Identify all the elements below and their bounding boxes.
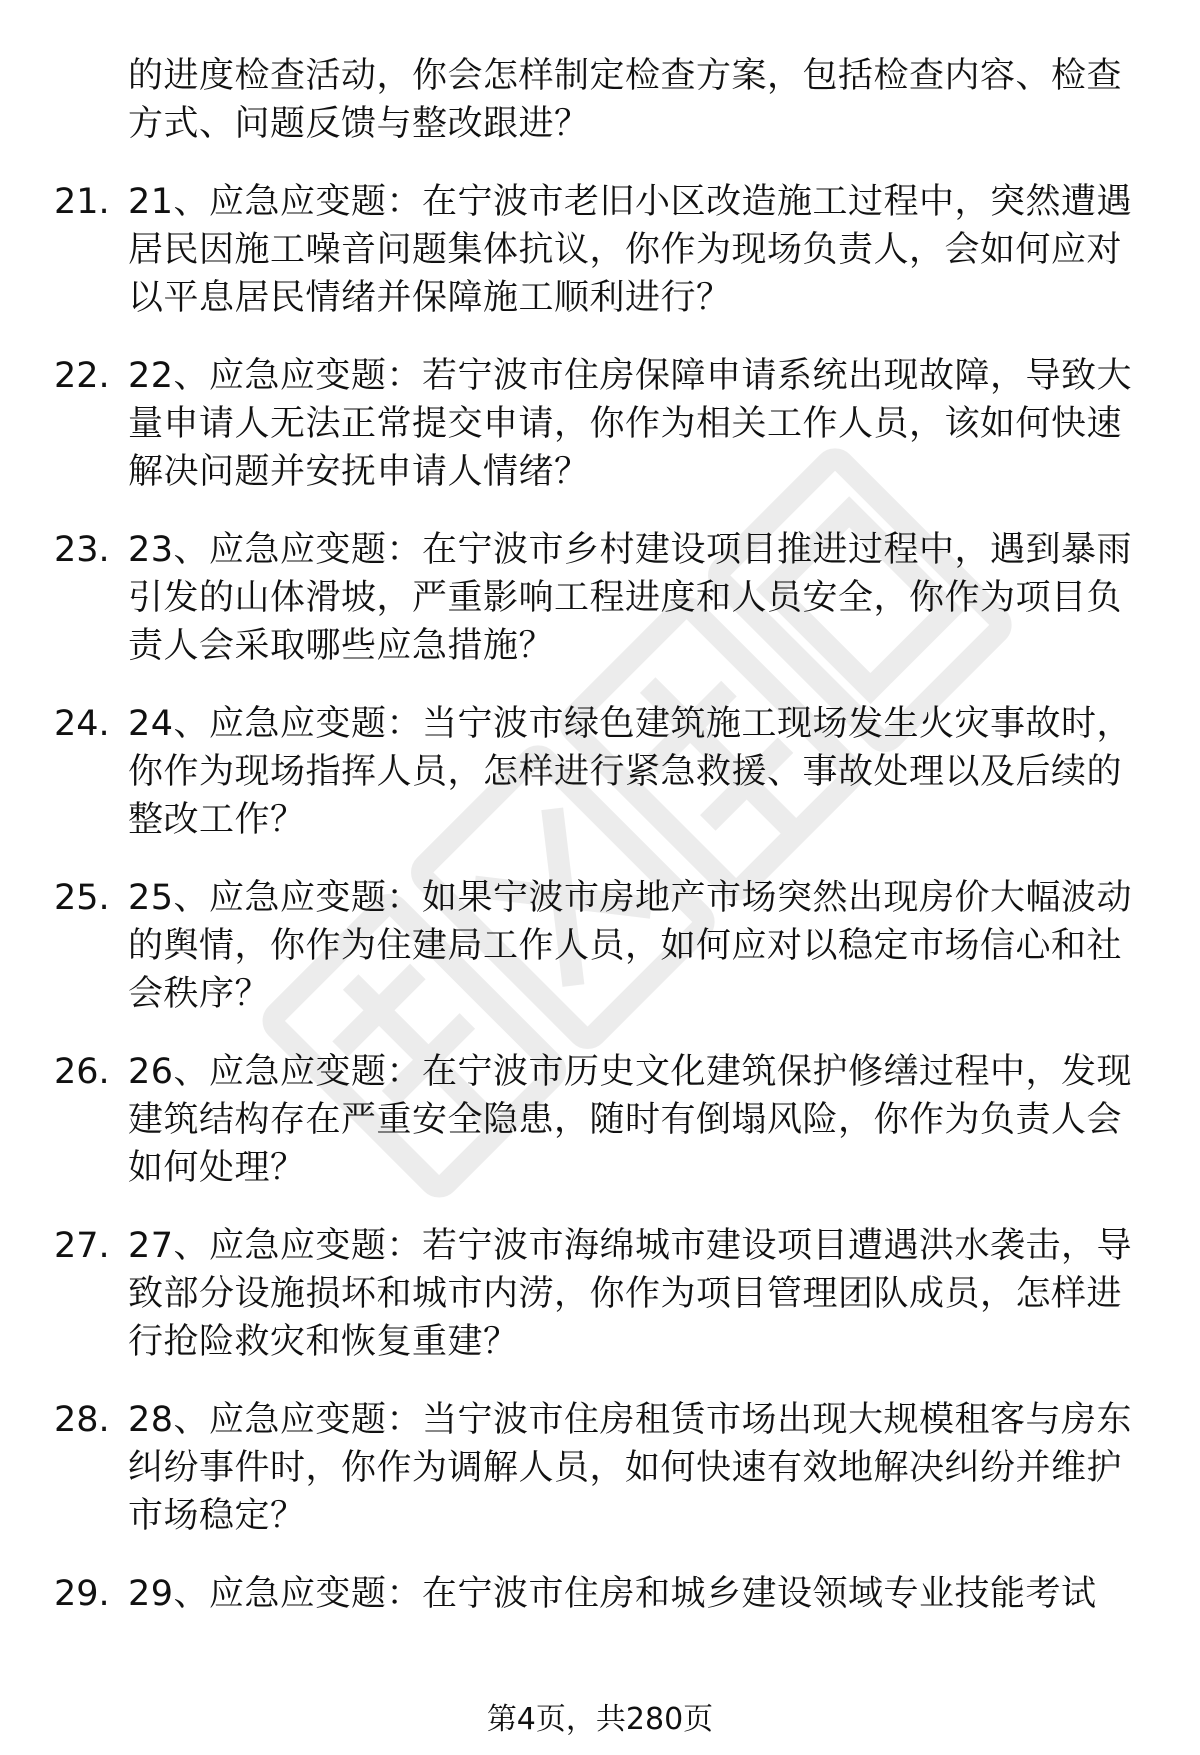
- continuation-line: 方式、问题反馈与整改跟进？: [128, 104, 590, 144]
- question-number: 28.: [54, 1400, 110, 1440]
- watermark-graphic: [180, 380, 1080, 1280]
- question-text-line: 引发的山体滑坡，严重影响工程进度和人员安全，你作为项目负: [128, 578, 1123, 618]
- question-text-line: 27、应急应变题：若宁波市海绵城市建设项目遭遇洪水袭击，导: [128, 1226, 1133, 1266]
- question-text-line: 23、应急应变题：在宁波市乡村建设项目推进过程中，遇到暴雨: [128, 530, 1133, 570]
- question-text-line: 28、应急应变题：当宁波市住房租赁市场出现大规模租客与房东: [128, 1400, 1133, 1440]
- question-number: 29.: [54, 1574, 110, 1614]
- question-text-line: 21、应急应变题：在宁波市老旧小区改造施工过程中，突然遭遇: [128, 182, 1133, 222]
- question-text-line: 责人会采取哪些应急措施？: [128, 626, 555, 666]
- question-text-line: 如何处理？: [128, 1148, 306, 1188]
- question-text-line: 量申请人无法正常提交申请，你作为相关工作人员，该如何快速: [128, 404, 1123, 444]
- question-text-line: 居民因施工噪音问题集体抗议，你作为现场负责人，会如何应对: [128, 230, 1123, 270]
- watermark: [180, 380, 1080, 1280]
- question-text-line: 行抢险救灾和恢复重建？: [128, 1322, 519, 1362]
- question-text-line: 26、应急应变题：在宁波市历史文化建筑保护修缮过程中，发现: [128, 1052, 1133, 1092]
- question-text-line: 纠纷事件时，你作为调解人员，如何快速有效地解决纠纷并维护: [128, 1448, 1123, 1488]
- question-text-line: 会秩序？: [128, 974, 271, 1014]
- question-number: 27.: [54, 1226, 110, 1266]
- question-text-line: 解决问题并安抚申请人情绪？: [128, 452, 590, 492]
- question-text-line: 29、应急应变题：在宁波市住房和城乡建设领域专业技能考试: [128, 1574, 1097, 1614]
- question-text-line: 你作为现场指挥人员，怎样进行紧急救援、事故处理以及后续的: [128, 752, 1123, 792]
- page-footer: 第4页，共280页: [486, 1702, 714, 1737]
- question-text-line: 整改工作？: [128, 800, 306, 840]
- question-number: 26.: [54, 1052, 110, 1092]
- question-text-line: 建筑结构存在严重安全隐患，随时有倒塌风险，你作为负责人会: [128, 1100, 1123, 1140]
- question-number: 25.: [54, 878, 110, 918]
- question-text-line: 致部分设施损坏和城市内涝，你作为项目管理团队成员，怎样进: [128, 1274, 1123, 1314]
- question-text-line: 25、应急应变题：如果宁波市房地产市场突然出现房价大幅波动: [128, 878, 1133, 918]
- question-number: 24.: [54, 704, 110, 744]
- question-number: 23.: [54, 530, 110, 570]
- question-text-line: 市场稳定？: [128, 1496, 306, 1536]
- question-text-line: 24、应急应变题：当宁波市绿色建筑施工现场发生火灾事故时，: [128, 704, 1133, 744]
- question-number: 22.: [54, 356, 110, 396]
- question-text-line: 的舆情，你作为住建局工作人员，如何应对以稳定市场信心和社: [128, 926, 1123, 966]
- question-text-line: 以平息居民情绪并保障施工顺利进行？: [128, 278, 732, 318]
- question-number: 21.: [54, 182, 110, 222]
- continuation-line: 的进度检查活动，你会怎样制定检查方案，包括检查内容、检查: [128, 56, 1123, 96]
- question-text-line: 22、应急应变题：若宁波市住房保障申请系统出现故障，导致大: [128, 356, 1133, 396]
